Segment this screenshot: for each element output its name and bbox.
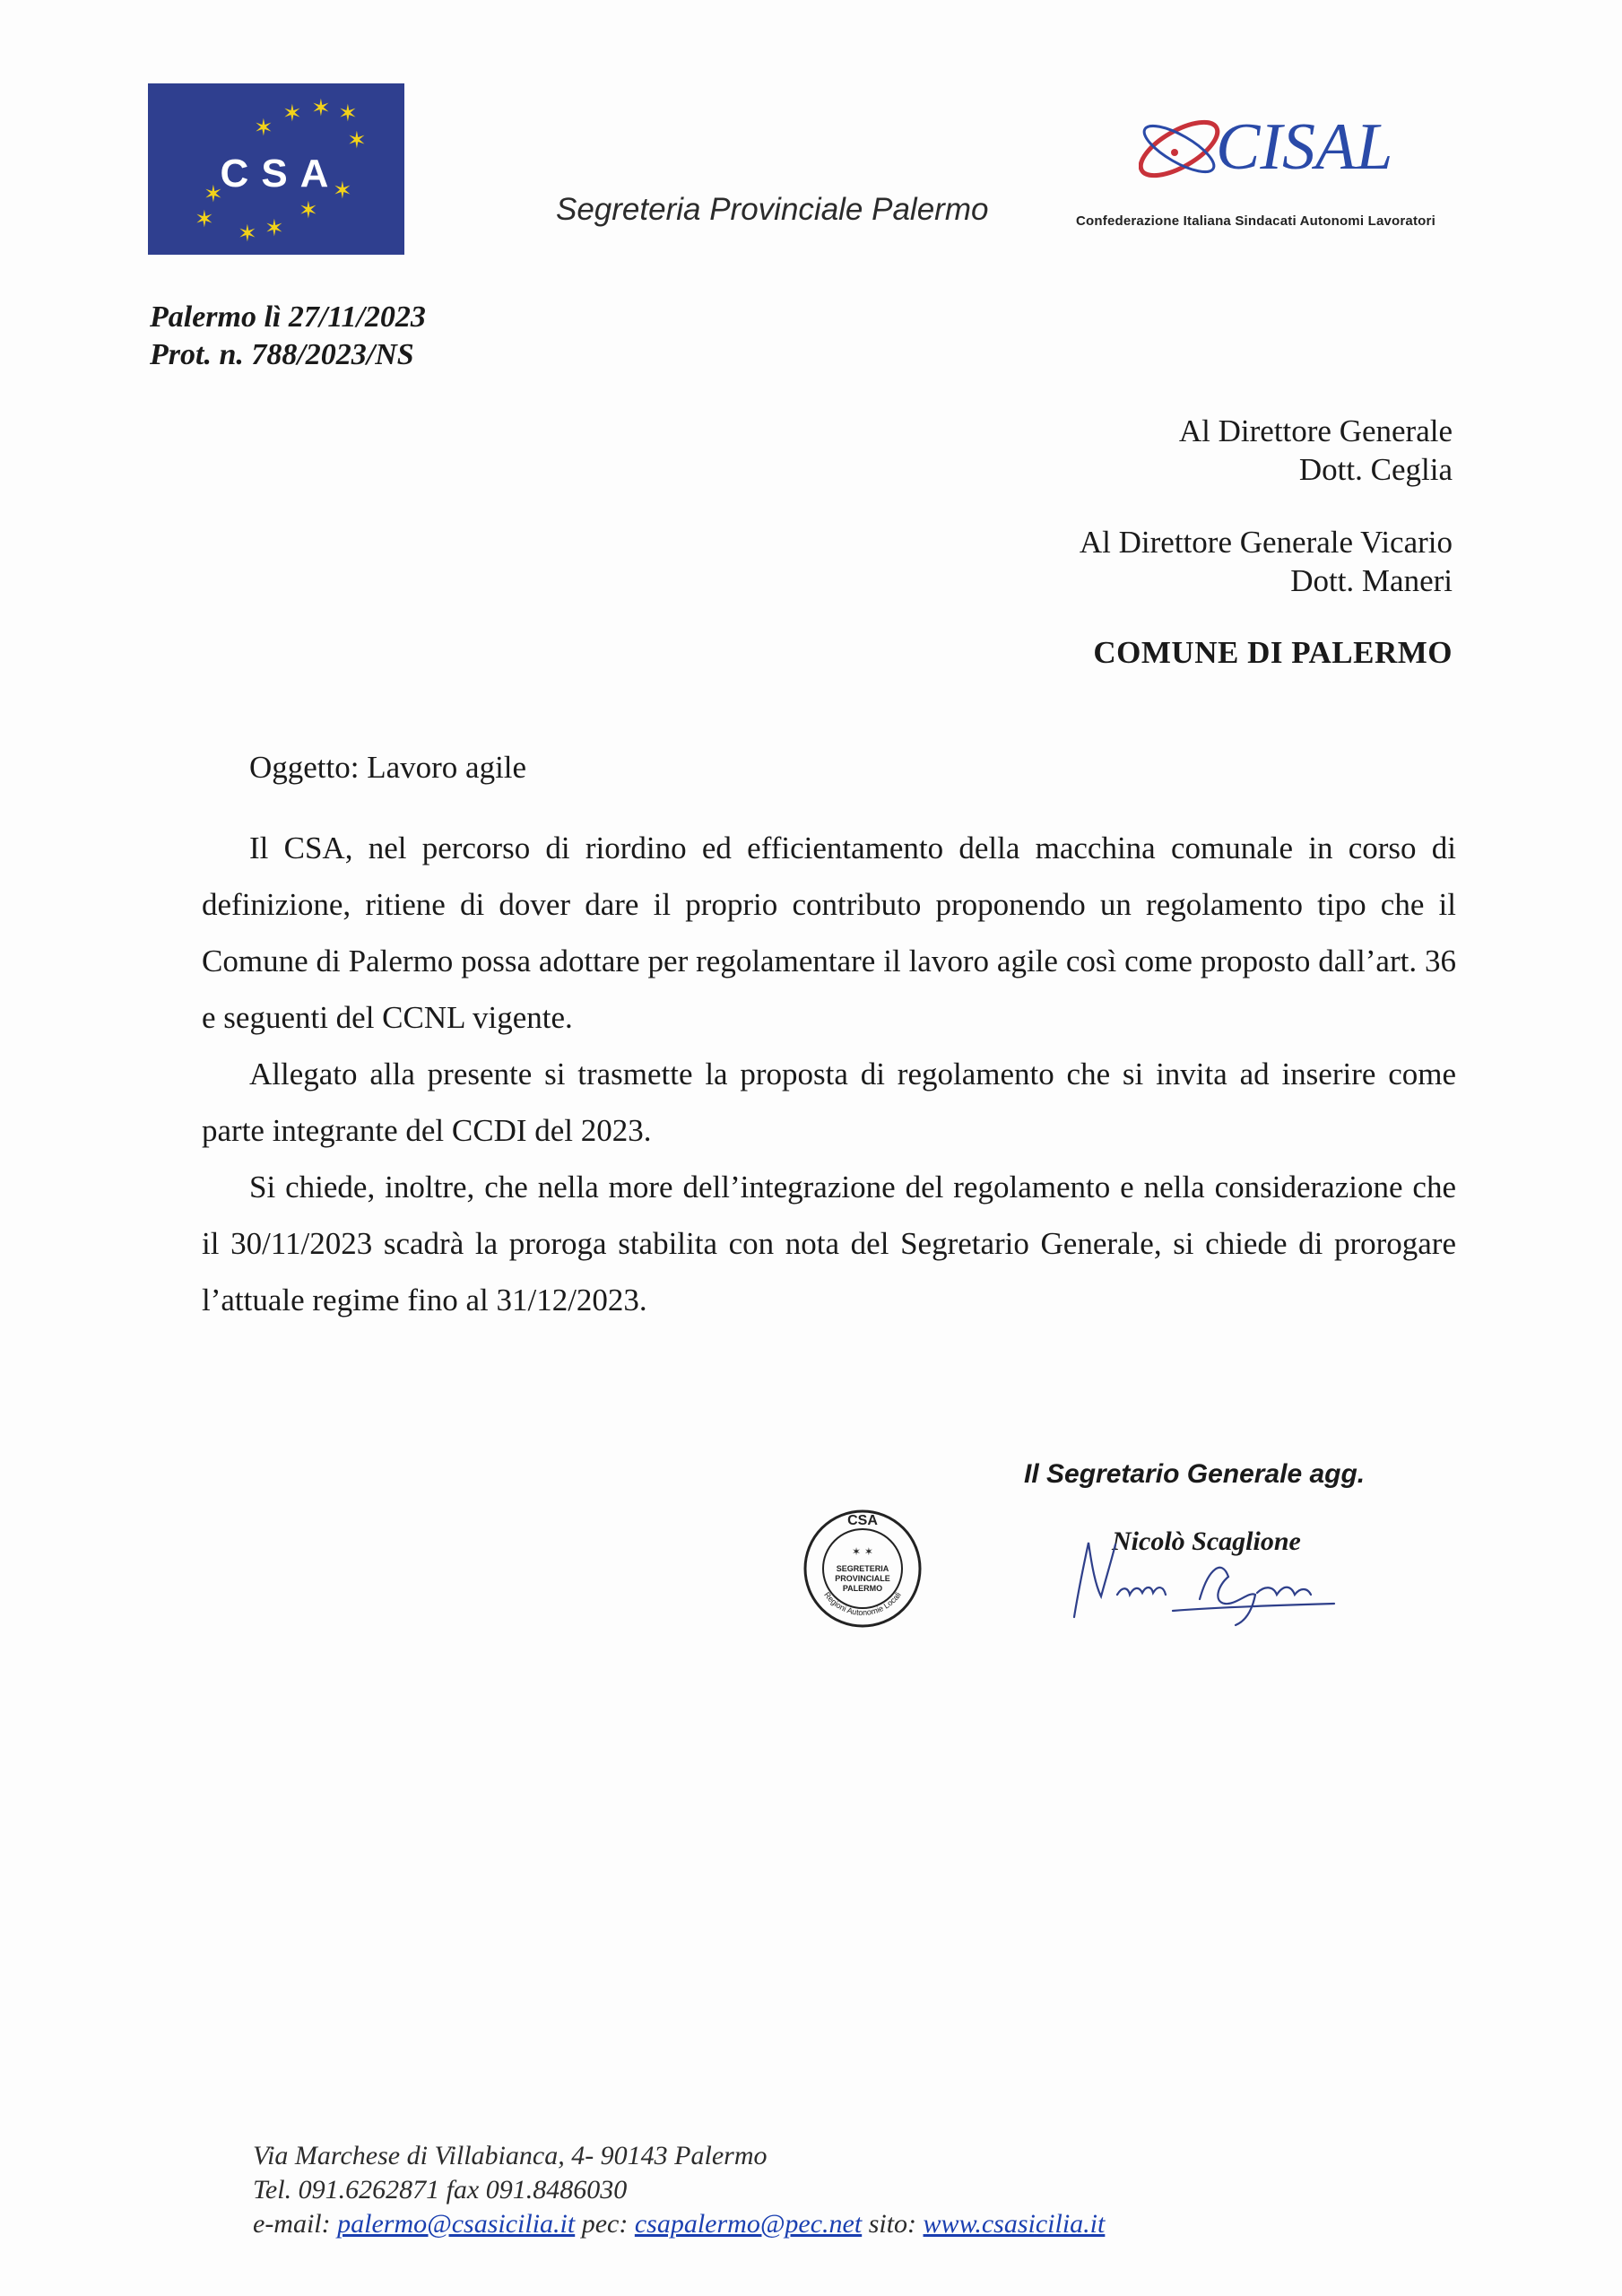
recipient-organization: COMUNE DI PALERMO bbox=[1093, 635, 1453, 670]
cisal-logo-text: CISAL bbox=[1216, 110, 1393, 184]
star-icon: ✶ bbox=[333, 178, 352, 204]
footer-address: Via Marchese di Villabianca, 4- 90143 Palermo bbox=[253, 2141, 768, 2170]
recipient-name: Dott. Maneri bbox=[1290, 563, 1453, 598]
site-label: sito: bbox=[868, 2209, 917, 2239]
segreteria-heading: Segreteria Provinciale Palermo bbox=[556, 192, 989, 227]
stamp-top-text: CSA bbox=[847, 1513, 878, 1528]
recipient-role: Al Direttore Generale bbox=[1178, 413, 1453, 448]
pec-label: pec: bbox=[581, 2209, 629, 2239]
footer-contacts bbox=[253, 2207, 1105, 2241]
website-link[interactable]: www.csasicilia.it bbox=[923, 2209, 1106, 2239]
pec-link[interactable]: csapalermo@pec.net bbox=[634, 2209, 863, 2239]
handwritten-signature bbox=[1065, 1532, 1343, 1631]
cisal-logo bbox=[1139, 97, 1435, 200]
signature-title: Il Segretario Generale agg. bbox=[1024, 1459, 1366, 1489]
official-stamp bbox=[801, 1507, 924, 1631]
star-icon: ✶ bbox=[265, 215, 284, 242]
star-icon: ✶ bbox=[238, 221, 257, 248]
stamp-line: SEGRETERIA bbox=[836, 1564, 889, 1573]
body-paragraph: Si chiede, inoltre, che nella more dell’integrazione del regolamento e nella considerazione che il 30/11/2023 scadrà la proroga stabilita con nota del Segretario Generale, si chiede di prorogare l’attuale regime fino al 31/12/2023. bbox=[202, 1170, 1456, 1318]
star-icon: ✶ bbox=[204, 181, 223, 208]
csa-logo-text: CSA bbox=[220, 152, 342, 196]
csa-logo bbox=[148, 83, 404, 255]
body-paragraph: Allegato alla presente si trasmette la proposta di regolamento che si invita ad inserire come parte integrante del CCDI del 2023. bbox=[202, 1057, 1456, 1148]
recipient-block bbox=[1179, 412, 1453, 489]
letter-subject: Oggetto: Lavoro agile bbox=[249, 750, 527, 785]
signer-name: Nicolò Scaglione bbox=[1112, 1526, 1301, 1556]
star-icon: ✶ bbox=[254, 115, 273, 142]
body-paragraph: Il CSA, nel percorso di riordino ed efficientamento della macchina comunale in corso di definizione, ritiene di dover dare il proprio contributo proponendo un regolamento tipo che il Comune di Palermo possa adottare per regolamentare il lavoro agile così come proposto dall’art. 36 e seguenti del CCNL vigente. bbox=[202, 831, 1456, 1035]
svg-text:Regioni Autonomie Locali bbox=[822, 1590, 903, 1617]
stamp-line: PALERMO bbox=[842, 1584, 883, 1593]
recipient-name: Dott. Ceglia bbox=[1298, 452, 1453, 487]
protocol-number: Prot. n. 788/2023/NS bbox=[150, 338, 414, 371]
stamp-stars-icon: ✶ ✶ bbox=[852, 1545, 873, 1558]
star-icon: ✶ bbox=[347, 127, 367, 154]
email-link[interactable]: palermo@csasicilia.it bbox=[337, 2209, 576, 2239]
star-icon: ✶ bbox=[338, 100, 358, 127]
recipient-block bbox=[1080, 523, 1453, 600]
stamp-ring-text: Regioni Autonomie Locali bbox=[822, 1590, 903, 1618]
footer-phone: Tel. 091.6262871 fax 091.8486030 bbox=[253, 2175, 628, 2205]
email-label: e-mail: bbox=[253, 2209, 331, 2239]
star-icon: ✶ bbox=[311, 95, 331, 122]
letter-date: Palermo lì 27/11/2023 bbox=[150, 300, 426, 334]
star-icon: ✶ bbox=[299, 197, 318, 224]
recipient-role: Al Direttore Generale Vicario bbox=[1079, 525, 1453, 560]
cisal-full-name: Confederazione Italiana Sindacati Autonomi Lavoratori bbox=[1076, 213, 1436, 229]
star-icon: ✶ bbox=[282, 100, 302, 127]
star-icon: ✶ bbox=[195, 206, 214, 233]
stamp-line: PROVINCIALE bbox=[835, 1574, 890, 1583]
